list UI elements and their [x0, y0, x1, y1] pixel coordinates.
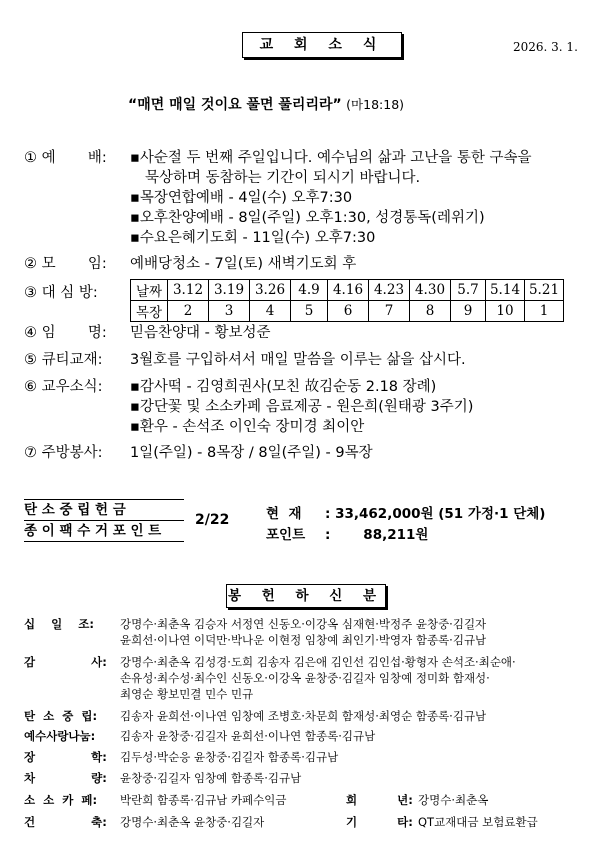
visitation-date: 4.9 — [291, 280, 328, 301]
worship-line: ▪오후찬양예배 - 8일(주일) 오후1:30, 성경통독(레위기) — [130, 210, 485, 226]
visitation-group: 5 — [291, 301, 328, 322]
visitation-date-header: 날짜 — [131, 280, 168, 301]
theme-verse — [128, 94, 404, 114]
kitchen-label: ⑦ 주방봉사: — [24, 445, 103, 461]
offering-names: 강명수·최춘옥 김성경·도희 김송자 김은애 김인선 김인섭·황형자 손석조·최순애· — [120, 655, 516, 669]
offering-names: 강명수·최춘옥 — [418, 793, 489, 807]
fund-point-value: : 88,211원 — [325, 527, 429, 543]
offering-names: 강명수·최춘옥 김승자 서정연 신동오·이강옥 심재현·박정주 윤창중·김길자 — [120, 617, 487, 631]
visitation-group: 7 — [369, 301, 410, 322]
appointment-text: 믿음찬양대 - 황보성준 — [130, 325, 271, 341]
offering-row-cafe — [24, 792, 584, 808]
fund-point-label: 포인트 — [266, 527, 306, 543]
visitation-date: 4.30 — [410, 280, 451, 301]
offering-names: 윤희선·이나연 이덕만·박나운 이현정 임창예 최인기·박영자 함종록·김규남 — [120, 633, 487, 647]
offering-row-vehicle — [24, 770, 584, 786]
offering-label: 희 년: — [346, 793, 413, 807]
visitation-group-header: 목장 — [131, 301, 168, 322]
offering-names: 김송자 윤창중·김길자 윤희선·이나연 함종록·김규남 — [120, 729, 376, 743]
offering-names: 윤창중·김길자 임창예 함종록·김규남 — [120, 771, 302, 785]
offering-label: 차 량: — [24, 771, 107, 785]
offering-names: 박란희 함종록·김규남 카페수익금 — [120, 793, 287, 807]
visitation-label: ③ 대 심 방: — [24, 285, 98, 301]
offering-names: 손유성·최수성·최수인 신동오·이강옥 윤창중·김길자 임창예 정미화 함재성· — [120, 671, 490, 685]
appointment-label: ④ 임 명: — [24, 325, 107, 341]
gathering-text: 예배당청소 - 7일(토) 새벽기도회 후 — [130, 256, 357, 272]
qt-label: ⑤ 큐티교재: — [24, 352, 103, 368]
offering-label: 예수사랑나눔: — [24, 729, 96, 743]
visitation-group: 2 — [168, 301, 209, 322]
offering-label: 소 소 카 페: — [24, 793, 98, 807]
worship-line: ▪사순절 두 번째 주일입니다. 예수님의 삶과 고난을 통한 구속을 — [130, 150, 532, 166]
fund-current-value: : 33,462,000원 (51 가정·1 단체) — [325, 506, 546, 522]
fund-current-label: 현 재 — [266, 506, 302, 522]
offering-names: 최영순 황보민결 민수 민규 — [120, 687, 254, 701]
worship-label: ① 예 배: — [24, 150, 107, 166]
gathering-label: ② 모 임: — [24, 256, 107, 272]
offering-label: 기 타: — [346, 815, 413, 829]
visitation-group: 8 — [410, 301, 451, 322]
visitation-table — [130, 279, 564, 322]
kitchen-text: 1일(주일) - 8목장 / 8일(주일) - 9목장 — [130, 445, 373, 461]
member-news-line: ▪감사떡 - 김영희권사(모친 故김순동 2.18 장례) — [130, 379, 437, 395]
member-news-line: ▪강단꽃 및 소소카페 음료제공 - 원은희(원태광 3주기) — [130, 399, 474, 415]
visitation-dates-row — [131, 280, 564, 301]
visitation-group: 3 — [209, 301, 250, 322]
offering-label: 장 학: — [24, 750, 107, 764]
member-news-label: ⑥ 교우소식: — [24, 379, 103, 395]
member-news-line: ▪환우 - 손석조 이인숙 장미경 최이안 — [130, 419, 365, 435]
offering-label: 탄 소 중 립: — [24, 709, 98, 723]
visitation-group: 10 — [486, 301, 525, 322]
theme-quote: “매면 매일 것이요 풀면 풀리리라” — [128, 97, 342, 113]
visitation-date: 4.16 — [328, 280, 369, 301]
worship-line: 묵상하며 동참하는 기간이 되시기 바랍니다. — [145, 170, 421, 186]
fund-date: 2/22 — [195, 512, 230, 528]
offering-names: 강명수·최춘옥 윤창중·김길자 — [120, 815, 265, 829]
worship-line: ▪목장연합예배 - 4일(수) 오후7:30 — [130, 190, 353, 206]
fund-title-box — [24, 499, 184, 542]
bulletin-date: 2026. 3. 1. — [513, 40, 578, 54]
visitation-date: 3.19 — [209, 280, 250, 301]
qt-text: 3월호를 구입하셔서 매일 말씀을 이루는 삶을 삽시다. — [130, 352, 466, 368]
offering-label: 감 사: — [24, 655, 107, 669]
section-title-church-news: 교 회 소 식 — [242, 32, 402, 58]
visitation-groups-row — [131, 301, 564, 322]
offering-row-tithe — [24, 616, 584, 648]
visitation-date: 4.23 — [369, 280, 410, 301]
visitation-date: 3.26 — [250, 280, 291, 301]
visitation-date: 5.21 — [525, 280, 564, 301]
offering-row-thanks — [24, 654, 584, 702]
visitation-group: 6 — [328, 301, 369, 322]
fund-title-line2: 종 이 팩 수 거 포 인 트 — [24, 523, 162, 539]
visitation-group: 9 — [451, 301, 486, 322]
theme-reference: (마18:18) — [346, 97, 405, 112]
offering-names: 김두성·박순응 윤창중·김길자 함종록·김규남 — [120, 750, 339, 764]
offering-label: 십 일 조: — [24, 617, 94, 631]
offering-names: QT교재대금 보험료환급 — [418, 815, 538, 829]
offering-label: 건 축: — [24, 815, 107, 829]
offering-row-scholarship — [24, 749, 584, 765]
visitation-date: 5.7 — [451, 280, 486, 301]
visitation-group: 1 — [525, 301, 564, 322]
offering-row-building — [24, 814, 584, 830]
section-title-offering: 봉 헌 하 신 분 — [226, 584, 386, 608]
offering-row-carbon — [24, 708, 584, 724]
worship-line: ▪수요은혜기도회 - 11일(수) 오후7:30 — [130, 230, 376, 246]
visitation-date: 3.12 — [168, 280, 209, 301]
fund-title-line1: 탄 소 중 립 헌 금 — [24, 500, 184, 521]
visitation-group: 4 — [250, 301, 291, 322]
offering-row-jesus-love — [24, 728, 584, 744]
offering-names: 김송자 윤희선·이나연 임창예 조병호·차문희 함재성·최영순 함종록·김규남 — [120, 709, 487, 723]
visitation-date: 5.14 — [486, 280, 525, 301]
